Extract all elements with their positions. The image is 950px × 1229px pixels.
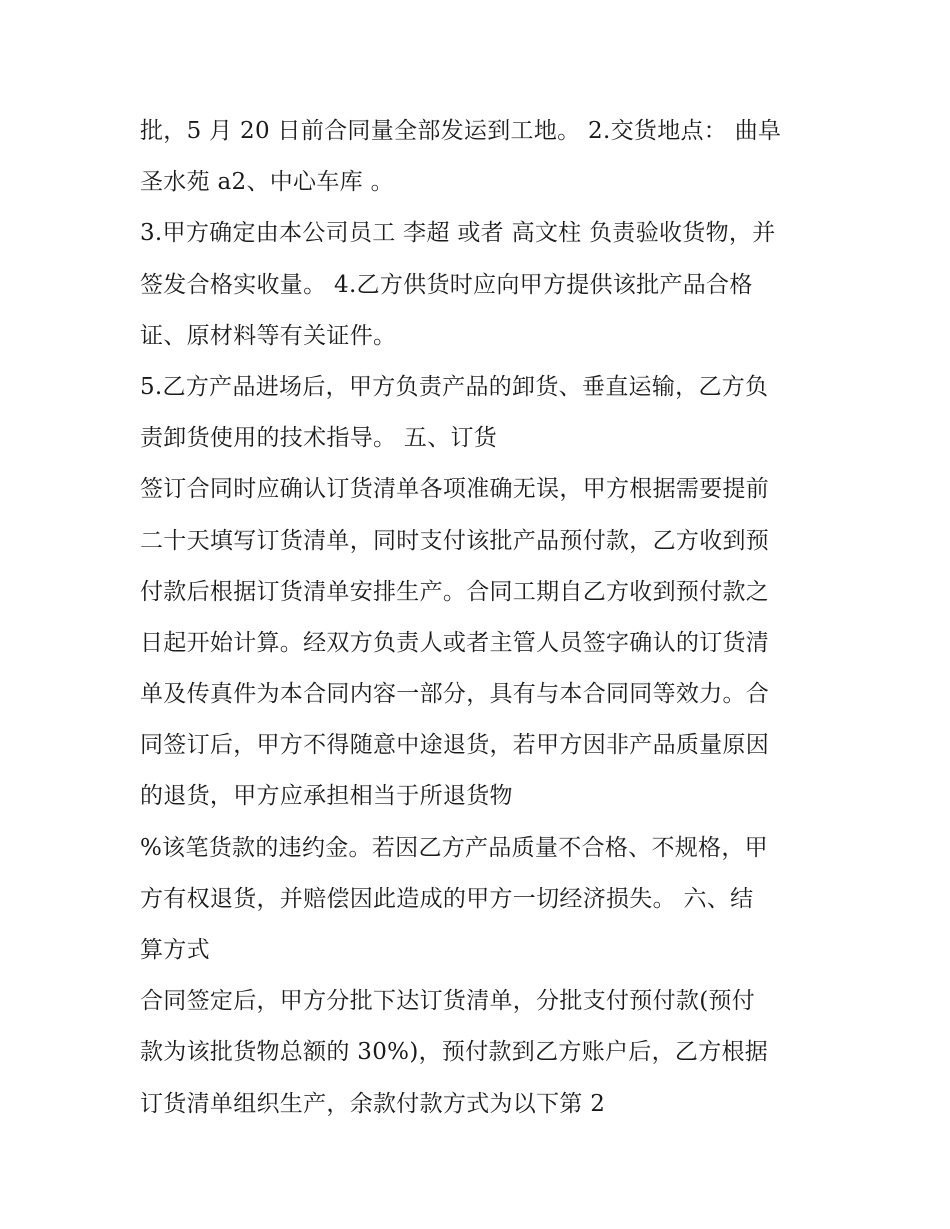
text-line: 付款后根据订货清单安排生产。合同工期自乙方收到预付款之 — [140, 578, 770, 605]
text-line: %该笔货款的违约金。若因乙方产品质量不合格、不规格，甲 — [140, 834, 768, 861]
text-line: 5.乙方产品进场后，甲方负责产品的卸货、垂直运输，乙方负 — [140, 373, 769, 400]
text-line: 订货清单组织生产，余款付款方式为以下第 2 — [140, 1090, 606, 1117]
text-line: 合同签定后，甲方分批下达订货清单，分批支付预付款(预付 — [140, 988, 756, 1015]
text-line: 3.甲方确定由本公司员工 李超 或者 高文柱 负责验收货物，并 — [140, 220, 776, 247]
text-line: 二十天填写订货清单，同时支付该批产品预付款，乙方收到预 — [140, 527, 770, 554]
text-line: 同签订后，甲方不得随意中途退货，若甲方因非产品质量原因 — [140, 732, 770, 759]
text-line: 单及传真件为本合同内容一部分，具有与本合同同等效力。合 — [140, 681, 770, 708]
text-line: 方有权退货，并赔偿因此造成的甲方一切经济损失。 六、结 — [140, 885, 754, 912]
text-line: 批，5 月 20 日前合同量全部发运到工地。 2.交货地点： 曲阜 — [140, 118, 782, 144]
text-line: 证、原材料等有关证件。 — [140, 322, 397, 349]
text-line: 签订合同时应确认订货清单各项准确无误，甲方根据需要提前 — [140, 476, 770, 503]
text-line: 算方式 — [140, 937, 210, 963]
text-line: 签发合格实收量。 4.乙方供货时应向甲方提供该批产品合格 — [140, 271, 753, 298]
text-line: 责卸货使用的技术指导。 五、订货 — [140, 425, 498, 452]
text-line: 款为该批货物总额的 30%)，预付款到乙方账户后，乙方根据 — [140, 1039, 769, 1066]
text-line: 的退货，甲方应承担相当于所退货物 — [140, 783, 513, 810]
text-line: 圣水苑 a2、中心车库 。 — [140, 169, 394, 196]
text-line: 日起开始计算。经双方负责人或者主管人员签字确认的订货清 — [140, 629, 770, 656]
contract-text-block — [140, 106, 820, 1130]
